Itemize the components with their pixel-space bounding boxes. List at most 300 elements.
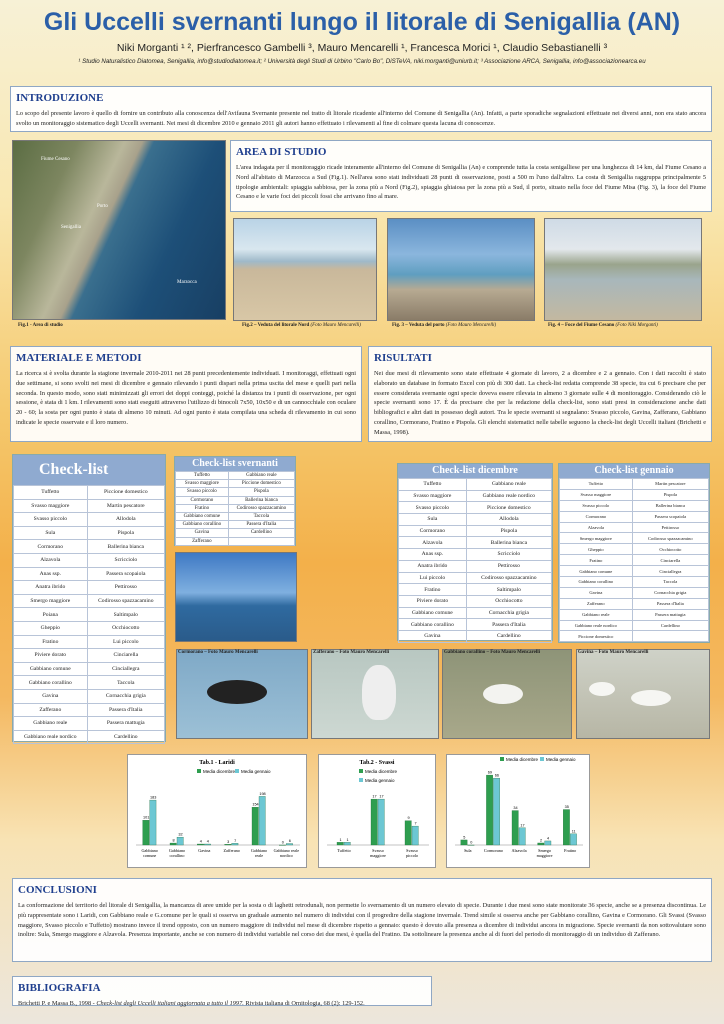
corallino-photo	[442, 649, 572, 739]
table-cell: Gabbiano reale	[14, 717, 88, 731]
table-cell: Ballerina bianca	[228, 496, 294, 504]
table-cell: Ballerina bianca	[632, 500, 708, 511]
table-row	[14, 635, 165, 649]
table-cell: Gavina	[14, 689, 88, 703]
table-cell	[632, 631, 708, 642]
table-row	[560, 620, 709, 631]
table-cell: Martin pescatore	[87, 499, 164, 513]
table-row	[176, 537, 295, 545]
data-label: 9	[407, 816, 410, 821]
legend-label: Media gennaio	[365, 778, 395, 783]
table-cell: Piccione domestico	[87, 486, 164, 500]
intro-heading: INTRODUZIONE	[16, 92, 104, 104]
table-cell: Poiana	[14, 608, 88, 622]
table-row	[399, 572, 552, 584]
table-cell: Pispola	[228, 488, 294, 496]
bar	[225, 844, 231, 845]
tick-label: Gabbiano	[250, 848, 268, 853]
bar	[405, 821, 411, 845]
table-cell: Sula	[399, 514, 467, 526]
table-row	[399, 479, 552, 491]
data-label: 0	[281, 840, 284, 845]
tick-label: Gabbiano	[168, 848, 186, 853]
data-label: 11	[571, 829, 576, 834]
table-cell: Lui piccolo	[399, 572, 467, 584]
data-label: 4	[206, 839, 209, 844]
legend-swatch	[359, 778, 363, 782]
table-cell: Gabbiano comune	[14, 662, 88, 676]
tick-label: corallino	[169, 853, 185, 858]
table-cell: Gabbiano comune	[560, 566, 633, 577]
table-cell: Cormorano	[176, 496, 229, 504]
table-row	[399, 607, 552, 619]
table-cell: Ballerina bianca	[466, 537, 551, 549]
legend-swatch	[500, 757, 504, 761]
table-cell: Fratino	[399, 584, 467, 596]
table-cell: Pettirosso	[632, 522, 708, 533]
table-cell: Piviere dorato	[399, 595, 467, 607]
map-label-marzocca: Marzocca	[177, 280, 197, 285]
table-cell: Svasso maggiore	[176, 480, 229, 488]
bar	[512, 811, 518, 845]
gavina-caption: Gavina – Foto Mauro Mencarelli	[578, 650, 649, 655]
table-row	[560, 479, 709, 490]
table-cell: Gabbiano reale nordico	[14, 730, 88, 744]
data-label: 17	[372, 794, 377, 799]
table-cell: Taccola	[87, 676, 164, 690]
table-cell: Cardellino	[228, 529, 294, 537]
table-cell: Passera d'Italia	[228, 521, 294, 529]
checklist-title: Check-list	[13, 455, 165, 485]
table-cell: Cornacchia grigia	[87, 689, 164, 703]
table-cell: Allodola	[87, 513, 164, 527]
table-row	[14, 689, 165, 703]
table-cell: Anatra ibrido	[399, 560, 467, 572]
table-cell: Smergo maggiore	[560, 533, 633, 544]
table-cell: Cinciarella	[632, 555, 708, 566]
others-chart-svg	[447, 755, 589, 867]
table-row	[14, 676, 165, 690]
table-cell	[228, 537, 294, 545]
bar	[259, 796, 265, 845]
checklist-rows	[13, 485, 165, 744]
gavina-photo	[576, 649, 710, 739]
table-cell: Cardellino	[466, 630, 551, 642]
metodi-section	[10, 346, 362, 442]
table-cell: Cornacchia grigia	[632, 587, 708, 598]
table-row	[14, 567, 165, 581]
conclusioni-section	[12, 878, 712, 962]
table-cell: Fratino	[14, 635, 88, 649]
gennaio-title: Check-list gennaio	[559, 464, 709, 478]
table-row	[560, 566, 709, 577]
risultati-heading: RISULTATI	[374, 352, 432, 364]
table-cell: Svasso piccolo	[399, 502, 467, 514]
bar	[493, 778, 499, 845]
table-cell: Lui piccolo	[87, 635, 164, 649]
tick-label: Tuffetto	[337, 848, 351, 853]
tick-label: Alzavola	[511, 848, 527, 853]
tick-label: Gavina	[198, 848, 211, 853]
table-cell: Gabbiano comune	[176, 512, 229, 520]
table-row	[560, 522, 709, 533]
bar	[563, 810, 569, 845]
table-cell: Svasso maggiore	[14, 499, 88, 513]
table-row	[176, 521, 295, 529]
table-row	[14, 717, 165, 731]
table-cell: Codirosso spazzacamino	[228, 504, 294, 512]
table-cell: Cormorano	[14, 540, 88, 554]
table-cell: Gabbiano corallino	[176, 521, 229, 529]
table-row	[560, 587, 709, 598]
data-label: 5	[463, 835, 466, 840]
table-cell: Sula	[14, 526, 88, 540]
table-cell: Gabbiano corallino	[560, 577, 633, 588]
data-label: 4	[199, 839, 202, 844]
bar	[232, 843, 238, 845]
table-cell: Zafferano	[14, 703, 88, 717]
table-cell: Svasso piccolo	[14, 513, 88, 527]
table-cell: Zafferano	[176, 537, 229, 545]
table-cell: Passera scopaiola	[632, 511, 708, 522]
table-row	[176, 496, 295, 504]
table-row	[176, 504, 295, 512]
bar	[150, 800, 156, 845]
fig1-caption: Fig.1 - Area di studio	[18, 323, 63, 328]
data-label: 17	[520, 823, 525, 828]
tick-label: Svasso	[406, 848, 418, 853]
table-cell: Codirosso spazzacamino	[87, 594, 164, 608]
map-label-porto: Porto	[97, 204, 108, 209]
tick-label: Gabbiano reale	[273, 848, 300, 853]
gennaio-rows	[559, 478, 709, 642]
table-row	[560, 500, 709, 511]
others-chart	[446, 754, 590, 868]
table-cell: Pispola	[632, 489, 708, 500]
table-cell: Cardellino	[632, 620, 708, 631]
bar	[170, 843, 176, 845]
bar	[143, 820, 149, 845]
conclusioni-text: La conformazione del territorio del litorale di Senigallia, la mancanza di aree umide per la sosta o di laghetti retrodunali, non permette lo svernamento di un numero elevato di specie. Durante i due mesi sono state monitorate 36 specie, anche se a presenza discontinua. Le più rappresentate sono i Laridi, con Gabbiano reale e G.comune per le quali si osserva un graduale aumento nel numero di individui con il progredire della stagione invernale. Trend simile si osserva anche per Gabbiano corallino, Gavina e Cormorano. Gli Svassi (Svasso maggiore, Svasso piccolo e Tuffetto) mostrano invece il trend opposto, con un numero maggiore di individui nel mese di dicembre rispetto a gennaio: questo è dovuto alla presenza a dicembre di individui ancora in migrazione. Specie svernanti da non sottovalutare sono inoltre: Sula, Smergo maggiore e Alzavola. Presenza importante, anche se con numero di individui variabile nel corso dei due mesi, è quella del Fratino. Da sottolineare la presenza anche al di fuori del periodo di monitoraggio di un individuo di Zafferano.	[18, 902, 706, 939]
data-label: 1	[339, 837, 342, 842]
table-row	[176, 529, 295, 537]
tick-label: comune	[143, 853, 157, 858]
table-cell: Pettirosso	[87, 581, 164, 595]
tick-label: Gabbiano	[141, 848, 158, 853]
table-row	[14, 526, 165, 540]
data-label: 66	[494, 773, 500, 778]
table-cell: Occhiocotto	[466, 595, 551, 607]
tick-label: reale	[254, 853, 264, 858]
table-cell: Scricciolo	[87, 553, 164, 567]
table-cell: Gabbiano reale	[560, 609, 633, 620]
table-cell: Svasso piccolo	[560, 500, 633, 511]
table-cell: Gabbiano reale	[466, 479, 551, 491]
table-row	[560, 544, 709, 555]
table-cell: Zafferano	[560, 598, 633, 609]
table-cell: Smergo maggiore	[14, 594, 88, 608]
gavina-shape-1	[589, 682, 615, 696]
table-row	[560, 577, 709, 588]
table-row	[14, 553, 165, 567]
bar	[286, 844, 292, 845]
table-cell: Gavina	[176, 529, 229, 537]
svernanti-table	[174, 456, 296, 546]
tick-label: Fratino	[564, 848, 577, 853]
table-cell: Gabbiano corallino	[399, 619, 467, 631]
table-cell: Gheppio	[14, 621, 88, 635]
table-cell: Gabbiano reale	[228, 472, 294, 480]
authors: Niki Morganti ¹ ², Pierfrancesco Gambelli ³, Mauro Mencarelli ¹, Francesca Morici ¹, Claudio Sebastianelli ³	[116, 42, 608, 54]
data-label: 69	[487, 770, 493, 775]
data-label: 32	[178, 832, 183, 837]
table-cell: Alzavola	[560, 522, 633, 533]
gavina-shape-2	[631, 690, 671, 706]
table-cell: Tuffetto	[560, 479, 633, 490]
table-cell: Cinciallegra	[87, 662, 164, 676]
table-row	[399, 630, 552, 642]
dicembre-table	[397, 463, 553, 641]
table-row	[399, 490, 552, 502]
cormorano-photo	[176, 649, 308, 739]
table-cell: Occhiocotto	[87, 621, 164, 635]
svassi-chart-svg	[319, 755, 435, 867]
zafferano-caption: Zafferano – Foto Mauro Mencarelli	[313, 650, 390, 655]
fig3-caption: Fig. 3 – Veduta del porto (Foto Mauro Mencarelli)	[392, 323, 497, 328]
table-row	[399, 595, 552, 607]
table-cell: Piccione domestico	[228, 480, 294, 488]
risultati-section	[368, 346, 712, 442]
table-cell: Scricciolo	[466, 549, 551, 561]
table-cell: Piviere dorato	[14, 649, 88, 663]
dicembre-title: Check-list dicembre	[398, 464, 552, 478]
data-label: 35	[564, 805, 569, 810]
table-row	[14, 499, 165, 513]
table-cell: Saltimpalo	[87, 608, 164, 622]
table-cell: Pispola	[87, 526, 164, 540]
affiliations: ¹ Studio Naturalistico Diatomea, Senigallia, info@studiodiatomea.it; ² Università degli Studi di Urbino "Carlo Bo", DiSTeVA, niki.morganti@uniurb.it; ³ Associazione ARCA, Senigallia, info@associazionearca.eu	[78, 58, 646, 65]
bar	[204, 844, 210, 845]
zafferano-shape	[362, 665, 396, 720]
bar	[337, 842, 343, 845]
data-label: 0	[470, 840, 473, 845]
risultati-text: Nei due mesi di rilevamento sono state effettuate 4 giornate di lavoro, 2 a dicembre e 2 a gennaio. Con i dati raccolti è stato elaborato un database in formato Excel con più di 300 dati. La check-list redatta comprende 38 specie, tra cui 6 precisare che per essere considerata svernante ogni specie doveva essere rilevata in almeno 3 giornate sulle 4 di monitoraggio. Considerando ciò le specie svernanti sono 17. È da precisare che per la redazione della check-list, sono stati presi in considerazione anche dati bibliografici e altri dati in possesso degli autori. Tra le specie svernanti si segnalano: Svasso piccolo, Gavina, Zafferano, Gabbiano corallino, Cormorano, Fratino e Pispola. Gli elenchi sistematici nelle tabelle seguono la check-list degli Uccelli italiani (Brichetti e Massa, 1998).	[374, 370, 706, 436]
table-cell: Taccola	[632, 577, 708, 588]
data-label: 2	[540, 838, 543, 843]
table-row	[14, 540, 165, 554]
harbor-photo	[175, 552, 297, 642]
data-label: 101	[142, 815, 150, 820]
table-row	[14, 581, 165, 595]
legend-label: Media dicembre	[365, 769, 398, 774]
table-cell: Martin pescatore	[632, 479, 708, 490]
table-row	[14, 662, 165, 676]
table-cell: Allodola	[466, 514, 551, 526]
table-cell: Anas ssp.	[14, 567, 88, 581]
chart-title: Tab.1 - Laridi	[199, 760, 235, 766]
legend-label: Media gennaio	[546, 757, 576, 762]
bar	[252, 807, 258, 845]
map-label-cesano: Fiume Cesano	[41, 157, 70, 162]
table-row	[14, 730, 165, 744]
tick-label: Sula	[464, 848, 472, 853]
corallino-shape	[483, 684, 523, 704]
area-section	[230, 140, 712, 212]
legend-label: Media gennaio	[241, 769, 271, 774]
svernanti-title: Check-list svernanti	[175, 457, 295, 471]
legend-swatch	[235, 769, 239, 773]
table-row	[14, 608, 165, 622]
table-cell: Occhiocotto	[632, 544, 708, 555]
table-row	[14, 513, 165, 527]
table-row	[560, 598, 709, 609]
tick-label: maggiore	[370, 853, 386, 858]
tick-label: nordico	[279, 853, 293, 858]
data-label: 8	[172, 838, 175, 843]
table-row	[176, 488, 295, 496]
tick-label: maggiore	[536, 853, 553, 858]
table-row	[399, 619, 552, 631]
tick-label: Smergo	[538, 848, 552, 853]
table-cell: Svasso maggiore	[399, 490, 467, 502]
table-cell: Fratino	[560, 555, 633, 566]
table-cell: Passera scopaiola	[87, 567, 164, 581]
map-label-senigallia: Senigallia	[61, 225, 81, 230]
cormorano-caption: Cormorano – Foto Mauro Mencarelli	[178, 650, 258, 655]
table-row	[399, 560, 552, 572]
fig3-photo	[387, 218, 535, 321]
table-cell: Codirosso spazzacamino	[466, 572, 551, 584]
data-label: 17	[379, 794, 384, 799]
bar	[486, 775, 492, 845]
fig4-caption: Fig. 4 – Foce del Fiume Cesano (Foto Niki Morganti)	[548, 323, 658, 328]
bar	[197, 844, 203, 845]
table-row	[560, 609, 709, 620]
zafferano-photo	[311, 649, 439, 739]
bibliografia-entry: Brichetti P. e Massa B., 1998 - Check-list degli Uccelli italiani aggiornata a tutto il 1997. Rivista italiana di Ornitologia, 68 (2): 129-152.	[18, 1000, 365, 1008]
dicembre-rows	[398, 478, 552, 643]
data-label: 183	[149, 795, 157, 800]
table-cell: Taccola	[228, 512, 294, 520]
poster-title: Gli Uccelli svernanti lungo il litorale di Senigallia (AN)	[43, 8, 681, 36]
table-row	[14, 486, 165, 500]
table-cell: Cornacchia grigia	[466, 607, 551, 619]
cormorano-shape	[207, 680, 267, 704]
table-cell: Svasso piccolo	[176, 488, 229, 496]
metodi-text: La ricerca si è svolta durante la stagione invernale 2010-2011 nei 28 punti precedentemente individuati. I monitoraggi, effettuati ogni due settimane, si sono svolti nei mesi di dicembre e gennaio rilevando i punti dispari nella prima uscita del mese e quelli pari nella seconda. In questo modo, sono stati minimizzati gli errori dei doppi conteggi, poiché la distanza tra i punti di osservazione, per ogni sessione, è stata di 1 km. I rilevamenti sono stati eseguiti attraverso l'utilizzo di binocoli 7x50, 10x50 e di un cannocchiale con oculare 20 - 60; la sosta per ogni punto è stata di almeno 10 minuti. Ad ogni punto è stata compilata una scheda di rilevamento in cui sono indicate le specie osservate e il loro numero.	[16, 370, 356, 426]
bar	[519, 828, 525, 845]
legend-label: Media dicembre	[506, 757, 539, 762]
fig2-caption: Fig.2 – Veduta del litorale Nord (Foto Mauro Mencarelli)	[242, 323, 361, 328]
table-row	[399, 537, 552, 549]
table-cell: Passera mattugia	[87, 717, 164, 731]
data-label: 7	[414, 821, 417, 826]
bar	[538, 843, 544, 845]
table-cell: Pettirosso	[466, 560, 551, 572]
table-cell: Svasso maggiore	[560, 489, 633, 500]
data-label: 6	[288, 839, 291, 844]
legend-swatch	[540, 757, 544, 761]
bar	[344, 842, 350, 845]
bar	[371, 799, 377, 845]
table-row	[399, 549, 552, 561]
data-label: 198	[259, 791, 266, 796]
data-label: 7	[234, 838, 237, 843]
table-cell: Tuffetto	[399, 479, 467, 491]
legend-swatch	[359, 769, 363, 773]
data-label: 3	[227, 839, 230, 844]
data-label: 1	[346, 837, 349, 842]
table-cell: Alzavola	[14, 553, 88, 567]
legend-swatch	[197, 769, 201, 773]
bibliografia-heading: BIBLIOGRAFIA	[18, 982, 101, 994]
table-cell: Codirosso spazzacamino	[632, 533, 708, 544]
table-cell: Cinciarella	[87, 649, 164, 663]
table-cell: Cormorano	[399, 525, 467, 537]
table-row	[560, 489, 709, 500]
table-cell: Gabbiano comune	[399, 607, 467, 619]
table-row	[560, 631, 709, 642]
table-row	[14, 649, 165, 663]
table-cell: Passera mattugia	[632, 609, 708, 620]
bar	[378, 799, 384, 845]
table-row	[399, 584, 552, 596]
intro-text: Lo scopo del presente lavoro è quello di fornire un contributo alla conoscenza dell'Avifauna Svernante presente nel tratto di litorale ricadente all'interno del Comune di Senigallia (An). Infatti, a parte sporadiche segnalazioni effettuate nei diversi anni, non era stato ancora svolto un monitoraggio sistematico degli Uccelli svernanti. Nei mesi di dicembre 2010 e gennaio 2011 gli autori hanno effettuato i rilevamenti al fine di colmare questa lacuna di conoscenze.	[16, 110, 706, 127]
bar	[461, 840, 467, 845]
table-row	[560, 533, 709, 544]
table-row	[176, 512, 295, 520]
laridi-chart-svg	[128, 755, 306, 867]
table-cell: Anatra ibrido	[14, 581, 88, 595]
table-cell: Anas ssp.	[399, 549, 467, 561]
metodi-heading: MATERIALE E METODI	[16, 352, 142, 364]
fig2-photo	[233, 218, 377, 321]
table-cell: Tuffetto	[176, 472, 229, 480]
intro-section	[10, 86, 712, 132]
svassi-chart	[318, 754, 436, 868]
table-cell: Gheppio	[560, 544, 633, 555]
tick-label: piccolo	[405, 853, 419, 858]
table-cell: Piccione domestico	[560, 631, 633, 642]
fig4-photo	[544, 218, 702, 321]
tick-label: Zafferano	[223, 848, 240, 853]
table-row	[176, 472, 295, 480]
table-cell: Cinciallegra	[632, 566, 708, 577]
data-label: 154	[252, 802, 259, 807]
table-cell: Ballerina bianca	[87, 540, 164, 554]
table-row	[14, 703, 165, 717]
table-cell: Saltimpalo	[466, 584, 551, 596]
table-row	[14, 621, 165, 635]
bar	[545, 841, 551, 845]
table-cell: Gabbiano reale nordico	[466, 490, 551, 502]
data-label: 4	[547, 836, 550, 841]
table-cell: Pispola	[466, 525, 551, 537]
laridi-chart	[127, 754, 307, 868]
area-heading: AREA DI STUDIO	[236, 146, 327, 158]
table-cell: Passera d'Italia	[87, 703, 164, 717]
gennaio-table	[558, 463, 710, 643]
svernanti-rows	[175, 471, 295, 546]
legend-label: Media dicembre	[203, 769, 236, 774]
table-cell: Piccione domestico	[466, 502, 551, 514]
table-row	[399, 514, 552, 526]
table-cell: Tuffetto	[14, 486, 88, 500]
data-label: 34	[513, 806, 518, 811]
table-cell: Cormorano	[560, 511, 633, 522]
checklist-table	[12, 454, 166, 742]
bar	[412, 826, 418, 845]
